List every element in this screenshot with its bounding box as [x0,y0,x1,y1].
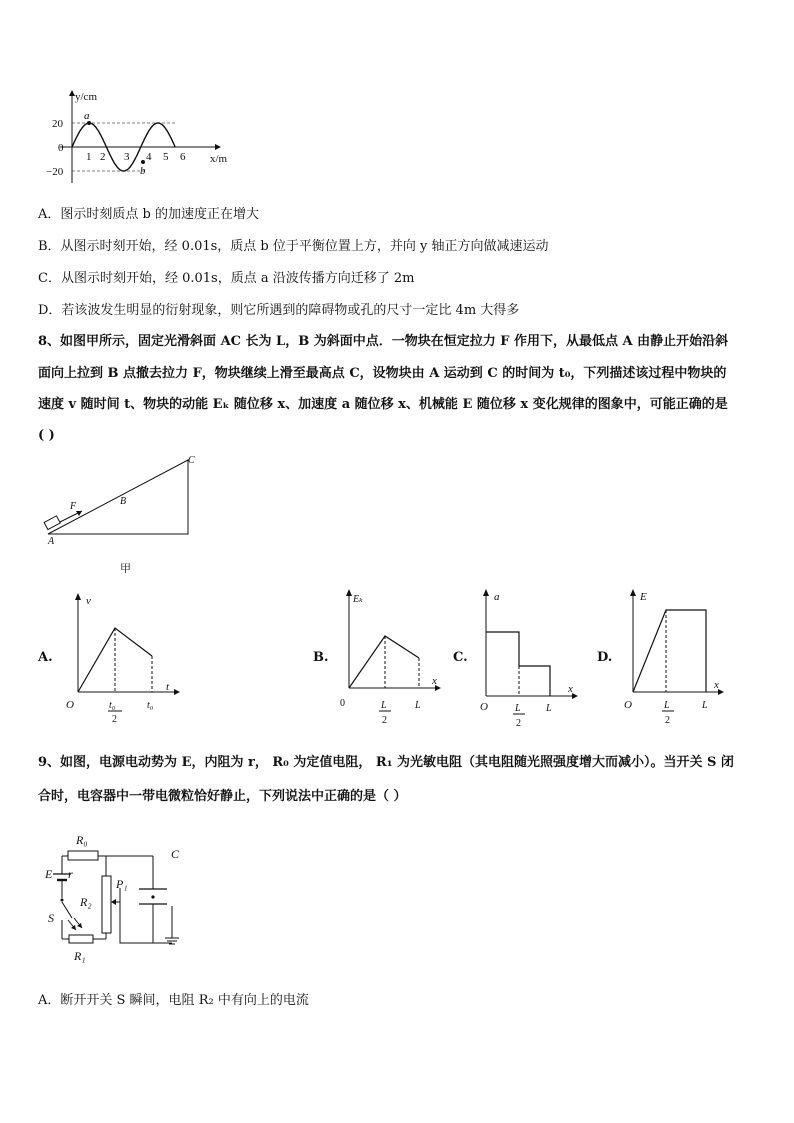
label-C-capacitor: C [171,847,180,861]
q7-option-a: A．图示时刻质点 b 的加速度正在增大 [38,207,259,222]
switch-S [62,902,72,918]
label-F: F [70,501,77,512]
x-tick-5: 5 [163,151,169,163]
wave-graph [40,88,250,188]
y-tick-20: 20 [52,118,63,130]
graph-c-acceleration [474,586,584,731]
graph-c-half-den: 2 [516,718,521,729]
graph-c-curve [486,632,550,696]
graph-d-x: x [714,679,719,691]
graph-d-curve [633,610,706,692]
wave-y-label: y/cm [75,91,97,103]
graph-d-full: L [702,700,708,711]
graph-a-x: t [166,681,170,693]
q7-option-d: D．若该波发生明显的衍射现象，则它所遇到的障碍物或孔的尺寸一定比 4m 大得多 [38,303,520,318]
q8-label-d: D. [597,650,613,665]
q8-line-2: 面向上拉到 B 点撤去拉力 F，物块继续上滑至最高点 C，设物块由 A 运动到 C 的时间为 t₀，下列描述该过程中物块的 [38,366,727,381]
label-E: E [45,867,53,881]
y-tick-0: 0 [58,142,64,154]
q8-line-3: 速度 v 随时间 t、物块的动能 Eₖ 随位移 x、加速度 a 随位移 x、机械能 E 随位移 x 变化规律的图象中，可能正确的是 [38,397,728,412]
point-b-dot [141,160,145,164]
graph-a-origin: O [66,699,74,711]
label-S: S [48,911,54,925]
point-a-label: a [84,110,90,122]
label-R0: R₀ [76,833,88,847]
q7-option-b: B．从图示时刻开始，经 0.01s，质点 b 位于平衡位置上方，并向 y 轴正方向做减速运动 [38,239,549,254]
y-tick-neg20: −20 [46,166,64,178]
x-tick-1: 1 [86,151,92,163]
rheostat-R2 [102,876,111,933]
graph-b-full: L [415,700,421,711]
graph-b-origin: 0 [340,698,345,709]
graph-b-kinetic [335,586,445,731]
label-A: A [48,536,55,547]
x-tick-2: 2 [100,151,106,163]
graph-a-half-den: 2 [112,714,117,725]
graph-a-half-num: t₀ [109,700,116,711]
graph-c-x: x [568,683,573,695]
q9-line-1: 9、如图，电源电动势为 E，内阻为 r， R₀ 为定值电阻， R₁ 为光敏电阻（其电阻随光照强度增大而减小）。当开关 S 闭 [38,755,734,770]
circuit-diagram [40,826,200,971]
graph-a-velocity [64,590,184,730]
q8-line-1: 8、如图甲所示，固定光滑斜面 AC 长为 L，B 为斜面中点．一物块在恒定拉力 F 作用下，从最低点 A 由静止开始沿斜 [38,334,729,349]
graph-c-origin: O [480,701,488,713]
graph-d-origin: O [624,699,632,711]
resistor-R1 [69,935,93,943]
graph-b-half-den: 2 [382,715,387,726]
q8-label-b: B. [313,650,329,665]
label-P1: P₁ [116,877,128,891]
incline-triangle [48,460,188,534]
graph-a-y: v [86,595,91,607]
q8-line-4: ( ) [38,428,55,443]
q9-option-a: A．断开开关 S 瞬间，电阻 R₂ 中有向上的电流 [38,993,309,1008]
graph-c-half-num: L [515,703,521,714]
label-C: C [188,455,195,466]
graph-c-y: a [494,591,500,603]
graph-d-half-num: L [664,700,670,711]
graph-a-full: t₀ [147,700,154,711]
graph-b-half-num: L [381,700,387,711]
graph-c-full: L [546,703,552,714]
incline-figure [40,452,210,577]
wave-x-label: x/m [210,153,228,165]
incline-caption: 甲 [120,563,131,575]
charged-particle [151,895,154,898]
block [44,516,60,530]
graph-d-y: E [640,591,647,603]
x-tick-4: 4 [146,151,152,163]
resistor-R0 [68,851,98,860]
graph-b-x: x [432,675,437,687]
label-R2: R₂ [80,895,92,909]
q9-line-2: 合时，电容器中一带电微粒恰好静止，下列说法中正确的是（ ） [38,789,407,804]
point-b-label: b [140,165,146,177]
label-r: r [68,867,73,881]
graph-b-curve [349,636,419,688]
x-tick-3: 3 [124,151,130,163]
q7-option-c: C．从图示时刻开始，经 0.01s，质点 a 沿波传播方向迁移了 2m [38,271,415,286]
x-tick-6: 6 [180,151,186,163]
q8-label-a: A. [38,650,53,665]
graph-b-y: Eₖ [353,594,363,605]
graph-d-mechanical-energy [620,586,730,731]
graph-d-half-den: 2 [665,715,670,726]
label-B: B [120,496,127,507]
q8-label-c: C. [453,650,468,665]
label-R1: R₁ [74,949,86,963]
